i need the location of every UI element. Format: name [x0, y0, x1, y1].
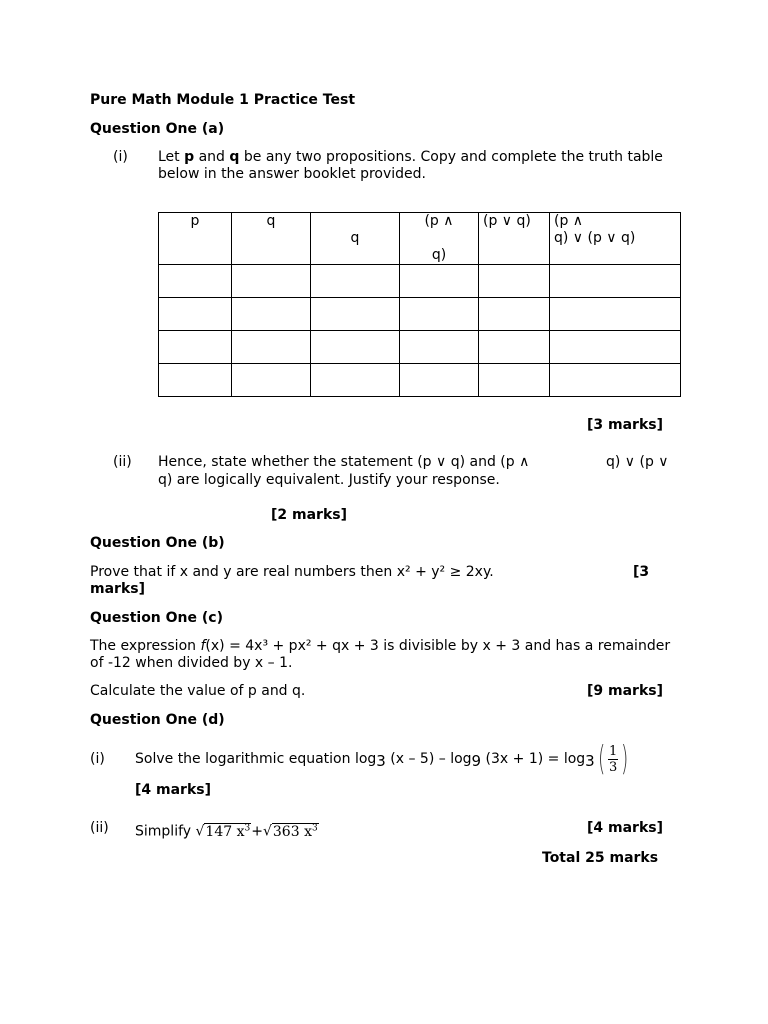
header-p-and-not-q: (p ∧ q)	[400, 213, 479, 265]
q1b-heading: Question One (b)	[90, 535, 225, 551]
q1a-ii-number: (ii)	[113, 454, 132, 470]
header-p-or-q: (p ∨ q)	[479, 213, 550, 265]
q1a-i-text-line1: Let p and q be any two propositions. Copy and complete the truth table	[158, 149, 663, 165]
truth-table-header	[159, 213, 681, 265]
q1a-ii-line2: q) are logically equivalent. Justify your response.	[158, 472, 500, 488]
q1c-line1: The expression f(x) = 4x³ + px² + qx + 3 is divisible by x + 3 and has a remainder	[90, 638, 671, 654]
q1d-i-equation: Solve the logarithmic equation $\log_3 (x - 5) - \log_9 (3x + 1) = \log_3$( $\frac{1}{3}$ )	[135, 739, 629, 779]
total-marks: Total 25 marks	[542, 850, 659, 866]
q1a-ii-line1-tail: q) ∨ (p ∨	[606, 454, 669, 470]
q1a-heading: Question One (a)	[90, 121, 225, 137]
table-row	[159, 364, 681, 397]
q1c-line2: of -12 when divided by x – 1.	[90, 655, 293, 671]
q1a-ii-marks: [2 marks]	[271, 507, 347, 523]
q1c-line3: Calculate the value of p and q.	[90, 683, 306, 699]
q1b-text: Prove that if x and y are real numbers then x² + y² ≥ 2xy.	[90, 564, 494, 580]
fraction-one-third: $\frac{1}{3}$	[608, 743, 618, 775]
header-compound: (p ∧ q) ∨ (p ∨ q)	[550, 213, 681, 265]
q1c-marks: [9 marks]	[587, 683, 663, 699]
page-title: Pure Math Module 1 Practice Test	[90, 92, 356, 108]
q1b-marks-a: [3	[633, 564, 650, 580]
q1b-marks-b: marks]	[90, 581, 145, 597]
header-not-q: q	[311, 213, 400, 265]
header-p: p	[159, 213, 232, 265]
q1d-ii-marks: [4 marks]	[587, 820, 663, 836]
table-row	[159, 331, 681, 364]
q1a-i-number: (i)	[113, 149, 128, 165]
q1c-heading: Question One (c)	[90, 610, 223, 626]
q1d-i-marks: [4 marks]	[135, 782, 211, 798]
q1a-ii-line1: Hence, state whether the statement (p ∨ q) and (p ∧	[158, 454, 530, 470]
q1d-heading: Question One (d)	[90, 712, 225, 728]
q1a-i-marks: [3 marks]	[587, 417, 663, 433]
q1d-ii-number: (ii)	[90, 820, 109, 836]
q1d-i-number: (i)	[90, 751, 105, 767]
q1a-i-text-line2: below in the answer booklet provided.	[158, 166, 426, 182]
truth-table	[158, 212, 681, 397]
table-row	[159, 298, 681, 331]
table-row	[159, 265, 681, 298]
header-q: q	[232, 213, 311, 265]
q1d-ii-expression: Simplify √147 $x^3+√363$ $x^3$	[135, 823, 318, 840]
